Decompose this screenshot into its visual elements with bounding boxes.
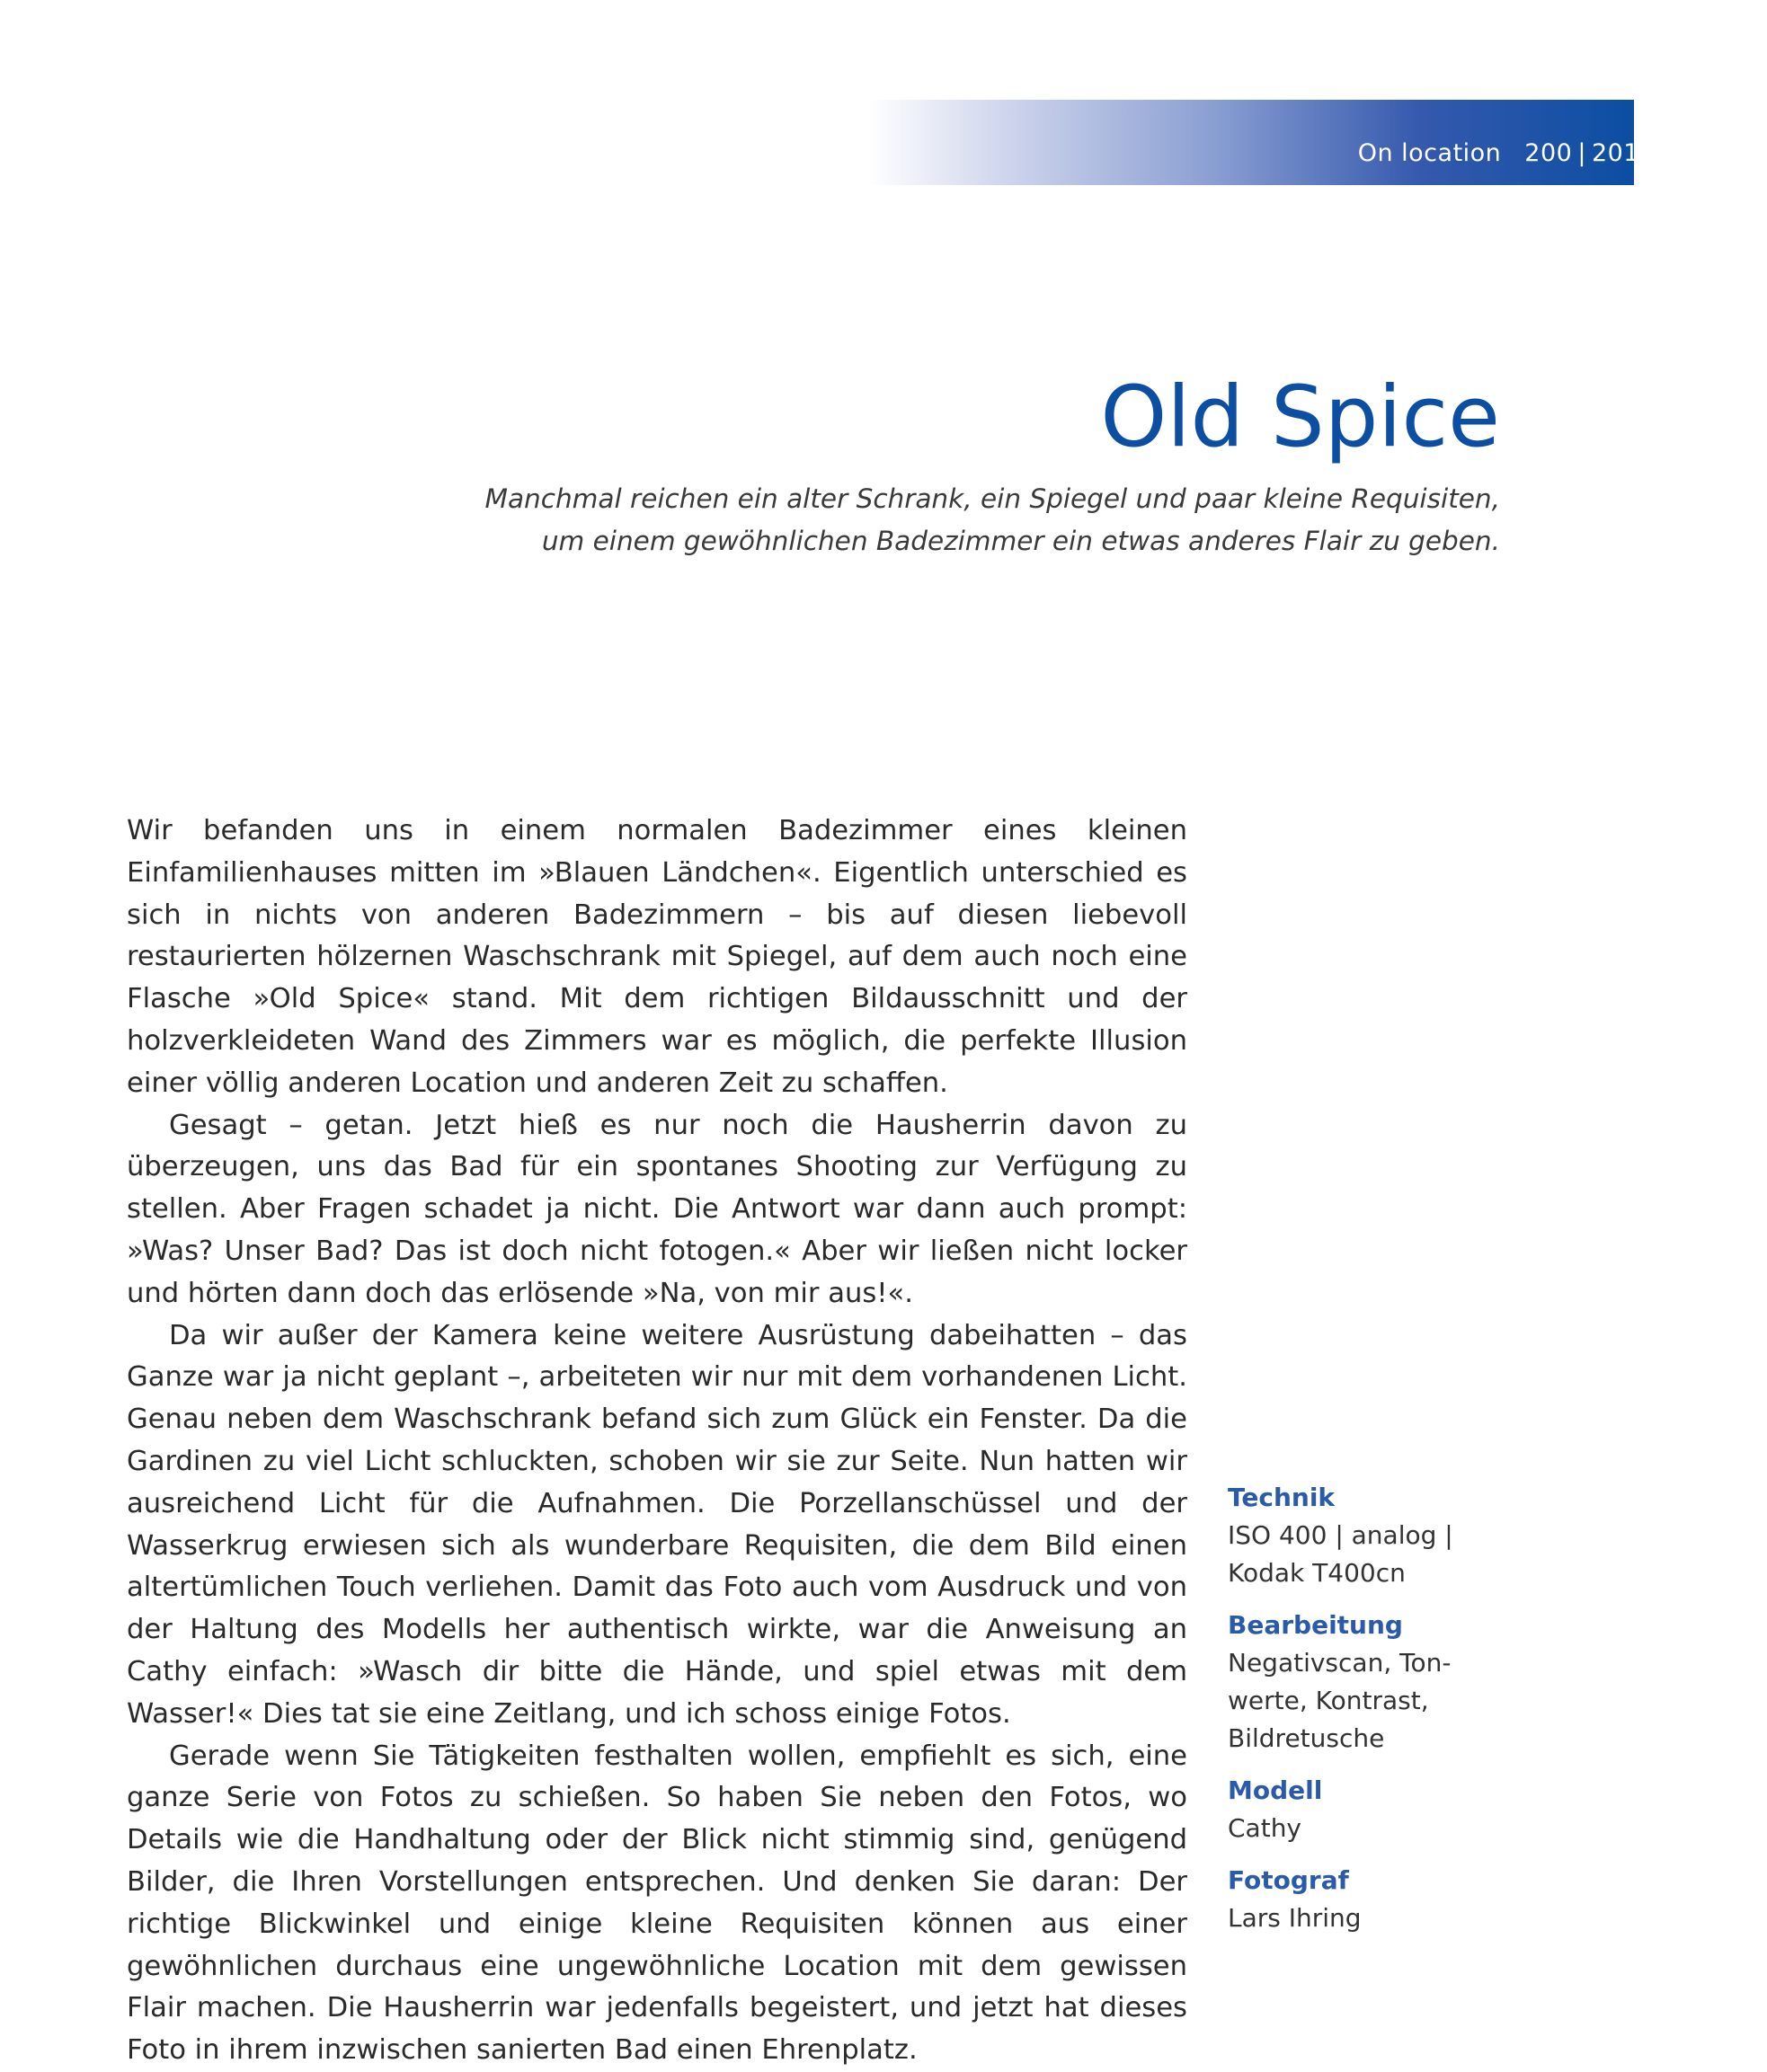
article-title: Old Spice xyxy=(1100,368,1500,466)
section-name: On location xyxy=(1357,139,1502,167)
running-header xyxy=(1358,137,1639,170)
photo-info-sidebar xyxy=(1228,1479,1488,1952)
modell-label: Modell xyxy=(1228,1775,1323,1805)
subtitle-line-1: Manchmal reichen ein alter Schrank, ein Spiegel und paar kleine Requisiten, xyxy=(484,483,1500,514)
fotograf-value: Lars Ihring xyxy=(1228,1903,1362,1933)
page-separator: | xyxy=(1577,139,1586,167)
info-bearbeitung xyxy=(1228,1607,1488,1758)
article-subtitle xyxy=(422,478,1500,562)
body-paragraph-4: Gerade wenn Sie Tätigkeiten festhalten wollen, empfiehlt es sich, eine ganze Serie von Fotos zu schießen. So haben Sie neben den Fotos, wo Details wie die Handhaltung oder der Blick nicht stimmig sind, genügend Bilder, die Ihren Vorstellungen entsprechen. Und denken Sie daran: Der richtige Blickwinkel und einige kleine Requisiten können aus einer gewöhnlichen durchaus eine ungewöhnliche Location mit dem gewissen Flair machen. Die Hausherrin war jedenfalls begeistert, und jetzt hat dieses Foto in ihrem inzwischen sanierten Bad einen Ehrenplatz. xyxy=(127,1740,1187,2067)
subtitle-line-2: um einem gewöhnlichen Badezimmer ein etwas anderes Flair zu geben. xyxy=(541,526,1500,556)
bearbeitung-label: Bearbeitung xyxy=(1228,1610,1403,1640)
bearbeitung-value: Negativscan, Ton- werte, Kontrast, Bildretusche xyxy=(1228,1648,1452,1753)
modell-value: Cathy xyxy=(1228,1813,1302,1843)
info-technik xyxy=(1228,1479,1488,1592)
info-modell xyxy=(1228,1772,1488,1847)
page-number-left: 200 xyxy=(1524,139,1573,167)
page-number-right: 201 xyxy=(1591,139,1639,167)
fotograf-label: Fotograf xyxy=(1228,1865,1349,1895)
technik-label: Technik xyxy=(1228,1483,1336,1512)
info-fotograf xyxy=(1228,1862,1488,1937)
body-paragraph-2: Gesagt – getan. Jetzt hieß es nur noch die Hausherrin davon zu überzeugen, uns das Bad für ein spontanes Shooting zur Verfügung zu stellen. Aber Fragen schadet ja nicht. Die Antwort war dann auch prompt: »Was? Unser Bad? Das ist doch nicht fotogen.« Aber wir ließen nicht locker und hörten dann doch das erlösende »Na, von mir aus!«. xyxy=(127,1109,1187,1309)
article-body xyxy=(127,810,1187,2072)
body-paragraph-1: Wir befanden uns in einem normalen Badezimmer eines kleinen Einfamilienhauses mitten im »Blauen Ländchen«. Eigentlich unterschied es sich in nichts von anderen Badezimmern – bis auf diesen liebevoll restaurierten hölzernen Waschschrank mit Spiegel, auf dem auch noch eine Flasche »Old Spice« stand. Mit dem richtigen Bildausschnitt und der holzverkleideten Wand des Zimmers war es möglich, die perfekte Illusion einer völlig anderen Location und anderen Zeit zu schaffen. xyxy=(127,815,1187,1099)
body-paragraph-3: Da wir außer der Kamera keine weitere Ausrüstung dabeihatten – das Ganze war ja nicht geplant –, arbeiteten wir nur mit dem vorhandenen Licht. Genau neben dem Waschschrank befand sich zum Glück ein Fenster. Da die Gardinen zu viel Licht schluckten, schoben wir sie zur Seite. Nun hatten wir ausreichend Licht für die Aufnahmen. Die Porzellanschüssel und der Wasserkrug erwiesen sich als wunderbare Requisiten, die dem Bild einen altertümlichen Touch verliehen. Damit das Foto auch vom Ausdruck und von der Haltung des Modells her authentisch wirkte, war die Anweisung an Cathy einfach: »Wasch dir bitte die Hände, und spiel etwas mit dem Wasser!« Dies tat sie eine Zeitlang, und ich schoss einige Fotos. xyxy=(127,1319,1187,1730)
technik-value: ISO 400 | analog | Kodak T400cn xyxy=(1228,1520,1453,1588)
